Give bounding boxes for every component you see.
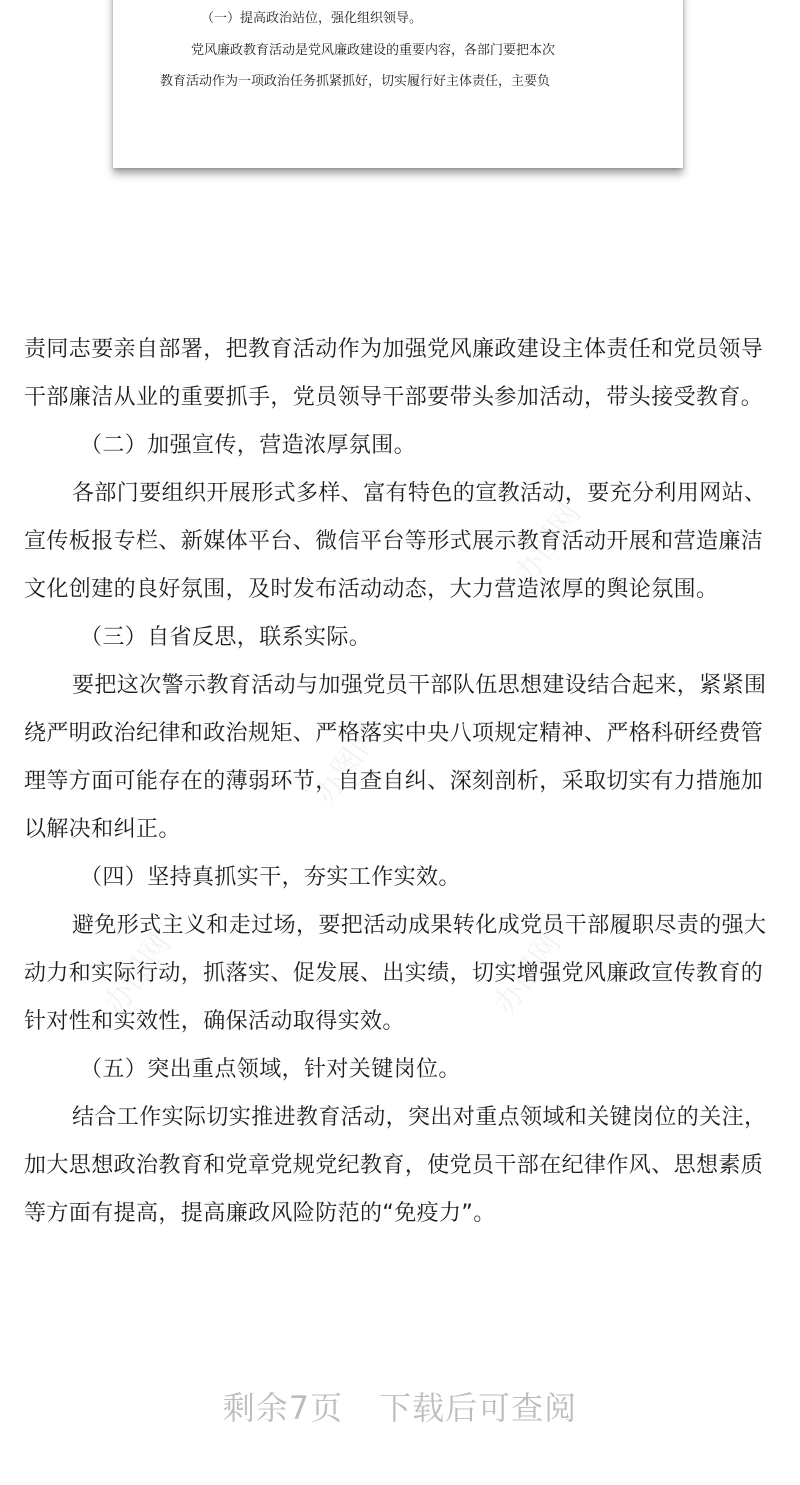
remaining-pages-count: 剩余7页 (222, 1389, 344, 1427)
remaining-pages-notice[interactable] (0, 1383, 800, 1433)
section-heading-4: （四）坚持真抓实干，夯实工作实效。 (80, 865, 461, 890)
watermark-text: 办图网 (507, 497, 589, 591)
document-body (24, 326, 780, 1238)
section-heading-3: （三）自省反思，联系实际。 (80, 625, 372, 650)
preview-paragraph-line-2: 教育活动作为一项政治任务抓紧抓好，切实履行好主体责任，主要负 (160, 74, 551, 89)
download-hint: 下载后可查阅 (379, 1389, 578, 1427)
section-heading-2: （二）加强宣传，营造浓厚氛围。 (80, 433, 417, 458)
paragraph-3: 要把这次警示教育活动与加强党员干部队伍思想建设结合起来，紧紧围绕严明政治纪律和政治规矩、严格落实中央八项规定精神、严格科研经费管理等方面可能存在的薄弱环节，自查自纠、深刻剖析，采取切实有力措施加以解决和纠正。 (24, 673, 767, 842)
paragraph-5: 结合工作实际切实推进教育活动，突出对重点领域和关键岗位的关注，加大思想政治教育和党章党规党纪教育，使党员干部在纪律作风、思想素质等方面有提高，提高廉政风险防范的“免疫力”。 (24, 1105, 767, 1226)
preview-heading-1: （一）提高政治站位，强化组织领导。 (201, 11, 423, 26)
preview-paragraph-line-1: 党风廉政教育活动是党风廉政建设的重要内容，各部门要把本次 (191, 43, 556, 58)
watermark-text: 办图网 (97, 927, 179, 1021)
paragraph-2: 各部门要组织开展形式多样、富有特色的宣教活动，要充分利用网站、宣传板报专栏、新媒体平台、微信平台等形式展示教育活动开展和营造廉洁文化创建的良好氛围，及时发布活动动态，大力营造浓厚的舆论氛围。 (24, 481, 767, 602)
paragraph-continued: 责同志要亲自部署，把教育活动作为加强党风廉政建设主体责任和党员领导干部廉洁从业的重要抓手，党员领导干部要带头参加活动，带头接受教育。 (24, 337, 764, 410)
section-heading-5: （五）突出重点领域，针对关键岗位。 (80, 1057, 461, 1082)
watermark-text: 办图网 (487, 927, 569, 1021)
watermark-text: 办图网 (307, 717, 389, 811)
paragraph-4: 避免形式主义和走过场，要把活动成果转化成党员干部履职尽责的强大动力和实际行动，抓落实、促发展、出实绩，切实增强党风廉政宣传教育的针对性和实效性，确保活动取得实效。 (24, 913, 767, 1034)
preview-page-card (113, 0, 683, 168)
